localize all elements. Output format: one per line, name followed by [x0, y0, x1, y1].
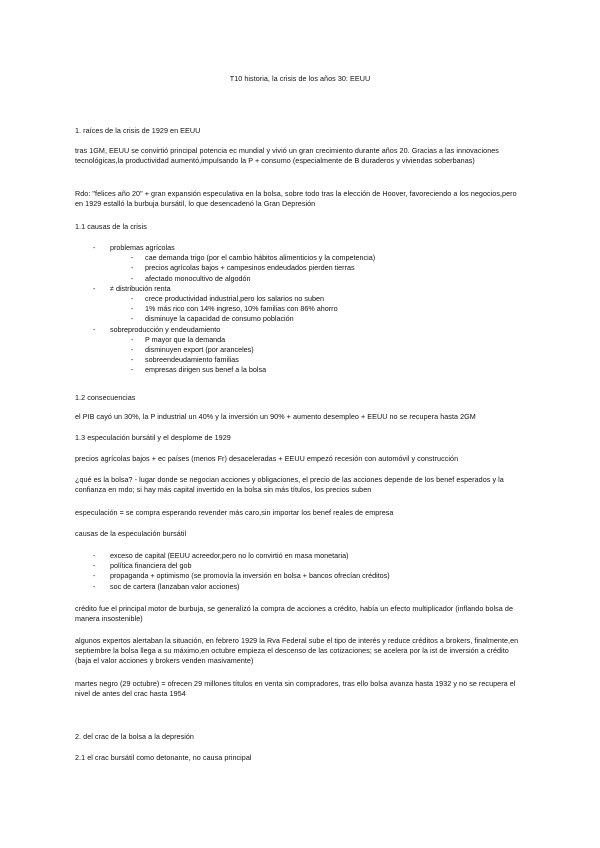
bullet-marker: -: [93, 581, 96, 591]
bullet-marker: -: [131, 314, 134, 324]
bullet-marker: -: [93, 561, 96, 571]
list-item: - precios agrícolas bajos + campesinos endeudados pierden tierras: [131, 263, 355, 273]
section-heading-1: 1. raíces de la crisis de 1929 en EEUU: [75, 126, 201, 135]
list-item: - empresas dirigen sus benef a la bolsa: [131, 365, 267, 375]
list-item: - ≠ distribución renta: [93, 283, 171, 293]
list-item: - propaganda + optimismo (se promovía la inversión en bolsa + bancos ofrecían créditos): [93, 571, 390, 581]
bullet-marker: -: [93, 571, 96, 581]
bullet-marker: -: [131, 304, 134, 314]
bullet-marker: -: [131, 294, 134, 304]
bullet-marker: -: [131, 355, 134, 365]
list-item: - crece productividad industrial,pero los salarios no suben: [131, 294, 324, 304]
paragraph: causas de la especulación bursátil: [75, 529, 187, 538]
paragraph: martes negro (29 octubre) = ofrecen 29 millones títulos en venta sin compradores, tras ello bolsa avanza hasta 1932 y no se recupera el nivel de antes del crac hasta 1954: [75, 679, 516, 699]
list-item: - disminuye la capacidad de consumo población: [131, 314, 294, 324]
paragraph: tras 1GM, EEUU se convirtió principal potencia ec mundial y vivió un gran crecimiento durante años 20. Gracias a las innovaciones tecnológicas,la productividad aumentó,impulsando la P + consumo (especialmente de B duraderos y viviendas soberbanas): [75, 146, 499, 166]
list-item: - exceso de capital (EEUU acreedor,pero no lo convirtió en masa monetaria): [93, 551, 349, 560]
list-item: - sobreproducción y endeudamiento: [93, 324, 221, 334]
bullet-marker: -: [93, 283, 96, 293]
paragraph: Rdo: "felices año 20" + gran expansión especulativa en la bolsa, sobre todo tras la elección de Hoover, favoreciendo a los negocios,pero en 1929 estalló la burbuja bursátil, lo que desencadenó la Gran Depresión: [75, 189, 517, 209]
bullet-marker: -: [131, 334, 134, 344]
causes-list: [93, 243, 376, 376]
section-heading-1-3: 1.3 especulación bursátil y el desplome de 1929: [75, 433, 231, 442]
bullet-marker: -: [93, 551, 96, 560]
bullet-marker: -: [131, 345, 134, 355]
speculation-causes-list: [93, 551, 390, 592]
list-item: - sobreendeudamiento familias: [131, 355, 239, 365]
paragraph: ¿qué es la bolsa? - lugar donde se negocian acciones y obligaciones, el precio de las acciones depende de los benef esperados y la confianza en mdo; si hay más capital invertido en la bolsa sin más títulos, los precios suben: [75, 475, 504, 495]
list-item: - soc de cartera (lanzaban valor acciones): [93, 581, 240, 591]
section-heading-1-2: 1.2 consecuencias: [75, 393, 136, 402]
paragraph: crédito fue el principal motor de burbuja, se generalizó la compra de acciones a crédito, había un efecto multiplicador (inflando bolsa de manera insostenible): [75, 604, 514, 624]
paragraph: precios agrícolas bajos + ec países (menos Fr) desaceleradas + EEUU empezó recesión con automóvil y construcción: [75, 454, 459, 463]
list-item: - cae demanda trigo (por el cambio hábitos alimenticios y la competencia): [131, 253, 376, 263]
document-title: T10 historia, la crisis de los años 30: EEUU: [229, 74, 371, 83]
bullet-marker: -: [93, 243, 96, 252]
list-item: - disminuyen export (por aranceles): [131, 345, 254, 355]
bullet-marker: -: [131, 253, 134, 263]
bullet-marker: -: [93, 324, 96, 334]
list-item: - P mayor que la demanda: [131, 334, 226, 344]
list-item: - 1% más rico con 14% ingreso, 10% familias con 86% ahorro: [131, 304, 338, 314]
list-item: - política financiera del gob: [93, 561, 192, 571]
section-heading-2-1: 2.1 el crac bursátil como detonante, no causa principal: [75, 753, 252, 762]
list-item: - afectado monocultivo de algodón: [131, 273, 251, 283]
list-item: - problemas agrícolas: [93, 243, 175, 252]
bullet-marker: -: [131, 263, 134, 273]
bullet-marker: -: [131, 273, 134, 283]
section-heading-1-1: 1.1 causas de la crisis: [75, 222, 147, 231]
section-heading-2: 2. del crac de la bolsa a la depresión: [75, 732, 194, 741]
paragraph: el PIB cayó un 30%, la P industrial un 40% y la inversión un 90% + aumento desempleo + EEUU no se recupera hasta 2GM: [75, 412, 476, 421]
paragraph: algunos expertos alertaban la situación, en febrero 1929 la Rva Federal sube el tipo de interés y reduce créditos a brokers, finalmente,en septiembre la bolsa llega a su máximo,en octubre empieza el descenso de las cotizaciones; se acelera por la ist de inversión a crédito (baja el valor acciones y brokers venden masivamente): [75, 636, 519, 666]
bullet-marker: -: [131, 365, 134, 375]
paragraph: especulación = se compra esperando revender más caro,sin importar los benef reales de empresa: [75, 508, 394, 517]
